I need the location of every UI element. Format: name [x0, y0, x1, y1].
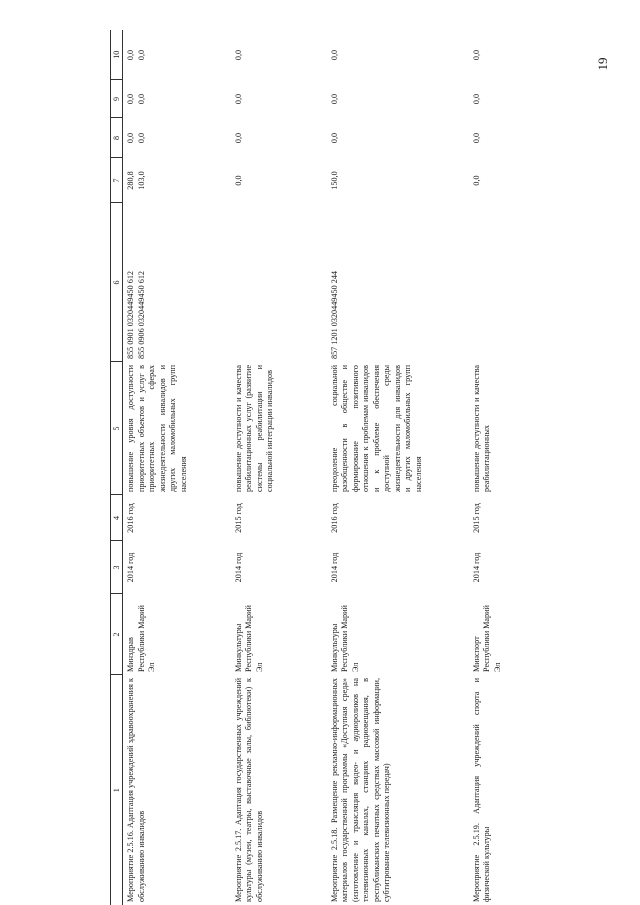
amount-col-7: 0,0 — [471, 175, 481, 186]
expected-result: повышение доступности и качества реабилитационных — [471, 365, 491, 492]
start-year: 2014 год — [233, 552, 243, 583]
budget-code: 857 1201 0320449450 244 — [329, 270, 339, 359]
activity-name: Мероприятие 2.5.19. Адаптация учреждений спорта и физической культуры — [471, 678, 491, 902]
amount-col-9: 0,0 — [233, 93, 243, 105]
executor: Минспорт Республики Марий Эл — [471, 605, 502, 672]
executor: Минкультуры Республики Марий Эл — [233, 605, 264, 672]
amount-col-9: 0,0 — [471, 93, 481, 105]
amount-value: 0,0 — [126, 49, 135, 61]
col-header-6: 6 — [111, 203, 123, 362]
amount-col-9 — [123, 80, 231, 118]
amount-col-8: 0,0 — [233, 132, 243, 144]
end-year: 2016 год — [329, 503, 339, 533]
table-row — [327, 30, 469, 905]
col-header-4: 4 — [111, 495, 123, 541]
budget-code — [123, 203, 231, 362]
amount-col-7 — [123, 158, 231, 203]
start-year: 2014 год — [471, 552, 481, 583]
executor: Минздрав Республики Марий Эл — [126, 605, 156, 672]
col-header-1: 1 — [111, 675, 123, 905]
amount-col-10: 0,0 — [471, 49, 481, 61]
amount-value: 0,0 — [126, 132, 135, 144]
amount-col-8: 0,0 — [329, 132, 339, 144]
amount-col-10 — [123, 30, 231, 80]
expected-result: повышение доступности и качества реабилитационных услуг (развитие системы реабилитации и социальной интеграции инвалидов — [233, 365, 274, 492]
col-header-7: 7 — [111, 158, 123, 203]
table-row — [231, 30, 327, 905]
expected-result: преодоление социальной разобщенности в обществе и формирование позитивного отношения к проблемам инвалидов и к проблеме обеспечения доступной среды жизнедеятельности для инвалидов и других маломобильных групп населения — [329, 365, 423, 492]
table-row — [123, 30, 231, 905]
amount-value: 0,0 — [136, 93, 146, 105]
amount-value: 0,0 — [136, 132, 146, 144]
start-year: 2014 год — [126, 552, 135, 583]
col-header-2: 2 — [111, 594, 123, 675]
start-year: 2014 год — [329, 552, 339, 583]
end-year: 2015 год — [233, 503, 243, 533]
rotated-table-wrapper — [110, 30, 522, 905]
amount-value: 0,0 — [136, 49, 146, 61]
col-header-9: 9 — [111, 80, 123, 118]
amount-col-10: 0,0 — [329, 49, 339, 61]
col-header-3: 3 — [111, 541, 123, 594]
end-year: 2016 год — [126, 503, 135, 533]
executor: Минкультуры Республики Марий Эл — [329, 605, 360, 672]
amount-col-10: 0,0 — [233, 49, 243, 61]
activity-name: Мероприятие 2.5.17. Адаптация государственных учреждений культуры (музеи, театры, выставочные залы, библиотеки) к обслуживанию инвалидов — [233, 678, 264, 902]
col-header-10: 10 — [111, 30, 123, 80]
page-number: 19 — [595, 57, 610, 71]
amount-col-8: 0,0 — [471, 132, 481, 144]
budget-code — [469, 203, 519, 362]
col-header-5: 5 — [111, 362, 123, 495]
col-header-8: 8 — [111, 118, 123, 158]
amount-col-7: 150,0 — [329, 171, 339, 190]
expected-result: повышение уровня доступности приоритетных объектов и услуг в приоритетных сферах жизнедеятельности инвалидов и других маломобильных групп населения — [126, 365, 188, 492]
activity-name: Мероприятие 2.5.16. Адаптация учреждений здравоохранения к обслуживанию инвалидов — [126, 678, 146, 902]
budget-code — [231, 203, 327, 362]
amount-col-9: 0,0 — [329, 93, 339, 105]
amount-col-8 — [123, 118, 231, 158]
amount-col-7: 0,0 — [233, 175, 243, 186]
table-row — [469, 30, 519, 905]
end-year: 2015 год — [471, 503, 481, 533]
header-row — [111, 30, 123, 905]
amount-value: 0,0 — [126, 93, 135, 105]
amount-value: 280,8 — [126, 171, 135, 190]
amount-value: 103,0 — [136, 171, 146, 190]
activity-name: Мероприятие 2.5.18. Размещение рекламно-информационных материалов государственной программы «Доступная среда» (изготовление и трансляция видео- и аудиороликов на телевизионных каналах, станциях радиовещания, в республиканских печатных средствах массовой информации, субтитрование телевизионных передач) — [329, 678, 391, 902]
program-activities-table — [110, 30, 519, 905]
budget-code-line: 855 0906 0320449450 612 — [136, 270, 146, 359]
budget-code-line: 855 0901 0320449450 612 — [126, 270, 135, 359]
